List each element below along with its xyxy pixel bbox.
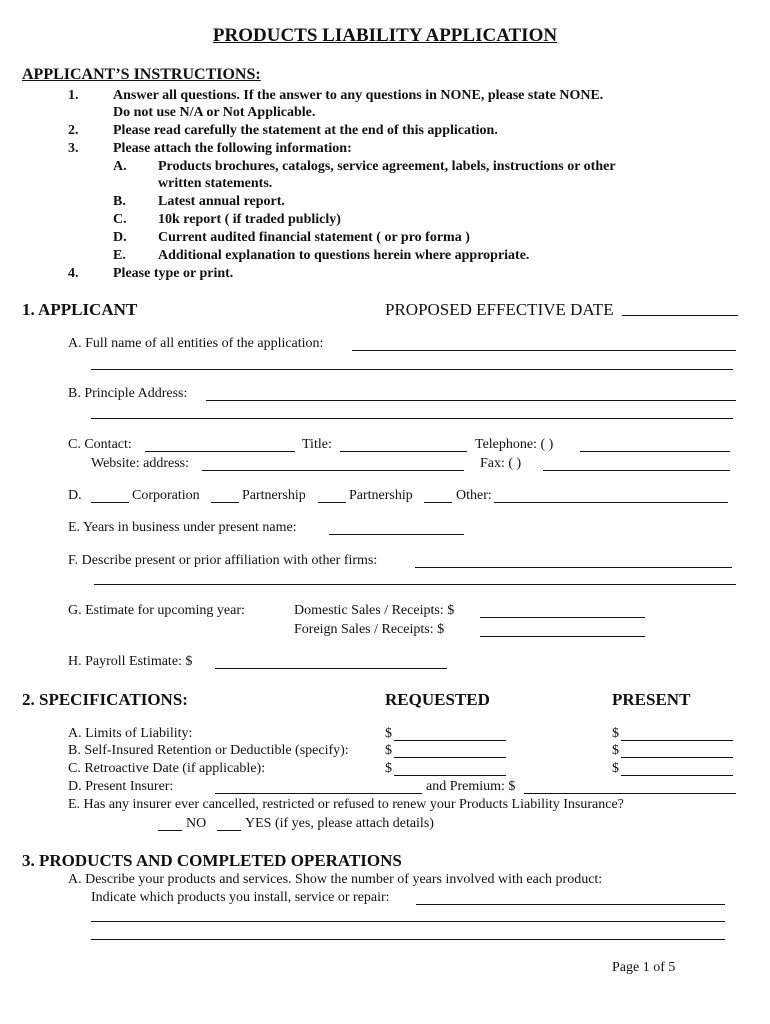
instruction-sub-text: Additional explanation to questions herein where appropriate. — [158, 248, 530, 263]
limits-of-liability-label: A. Limits of Liability: — [68, 726, 193, 741]
retention-present-field[interactable] — [621, 757, 733, 758]
instruction-text: Answer all questions. If the answer to any questions in NONE, please state NONE. — [113, 88, 604, 103]
requested-column-heading: REQUESTED — [385, 690, 490, 709]
instruction-sub-letter: E. — [113, 248, 126, 263]
partnership-label: Partnership — [242, 488, 306, 503]
payroll-estimate-field[interactable] — [215, 668, 447, 669]
instruction-sub-text: Latest annual report. — [158, 194, 285, 209]
partnership2-checkbox-line[interactable] — [318, 502, 346, 503]
other-label: Other: — [456, 488, 492, 503]
corporation-label: Corporation — [132, 488, 200, 503]
domestic-sales-field[interactable] — [480, 617, 645, 618]
domestic-sales-label: Domestic Sales / Receipts: $ — [294, 603, 455, 618]
corporation-checkbox-line[interactable] — [91, 502, 129, 503]
present-insurer-label: D. Present Insurer: — [68, 779, 174, 794]
cancelled-question-label: E. Has any insurer ever cancelled, restricted or refused to renew your Products Liability Insurance? — [68, 797, 624, 812]
estimate-label: G. Estimate for upcoming year: — [68, 603, 245, 618]
yes-label: YES (if yes, please attach details) — [245, 816, 434, 831]
dollar-sign: $ — [385, 743, 392, 758]
telephone-label: Telephone: ( ) — [475, 437, 554, 452]
title-label: Title: — [302, 437, 332, 452]
partnership-checkbox-line[interactable] — [211, 502, 239, 503]
instruction-sub-letter: C. — [113, 212, 127, 227]
website-label: Website: address: — [91, 456, 190, 471]
premium-label: and Premium: $ — [426, 779, 516, 794]
years-in-business-field[interactable] — [329, 534, 464, 535]
payroll-estimate-label: H. Payroll Estimate: $ — [68, 654, 193, 669]
contact-field[interactable] — [145, 451, 295, 452]
no-checkbox-line[interactable] — [158, 830, 182, 831]
principle-address-field-line2[interactable] — [91, 418, 733, 419]
principle-address-field[interactable] — [206, 400, 736, 401]
foreign-sales-field[interactable] — [480, 636, 645, 637]
instruction-sub-letter: A. — [113, 159, 127, 174]
instruction-sub-text: Products brochures, catalogs, service agreement, labels, instructions or other — [158, 159, 616, 174]
title-field[interactable] — [340, 451, 467, 452]
full-name-label: A. Full name of all entities of the application: — [68, 336, 324, 351]
contact-label: C. Contact: — [68, 437, 132, 452]
fax-label: Fax: ( ) — [480, 456, 522, 471]
instruction-text: Please attach the following information: — [113, 141, 352, 156]
instruction-number: 4. — [68, 266, 79, 281]
dollar-sign: $ — [612, 726, 619, 741]
instruction-text: Do not use N/A or Not Applicable. — [113, 105, 316, 120]
yes-checkbox-line[interactable] — [217, 830, 241, 831]
instructions-heading: APPLICANT’S INSTRUCTIONS: — [22, 66, 261, 83]
no-label: NO — [186, 816, 207, 831]
proposed-effective-date-label: PROPOSED EFFECTIVE DATE — [385, 300, 614, 319]
dollar-sign: $ — [385, 761, 392, 776]
full-name-field[interactable] — [352, 350, 736, 351]
retention-requested-field[interactable] — [394, 757, 506, 758]
dollar-sign: $ — [612, 743, 619, 758]
retroactive-present-field[interactable] — [621, 775, 733, 776]
other-checkbox-line[interactable] — [424, 502, 452, 503]
install-service-field-line2[interactable] — [91, 921, 725, 922]
install-service-field[interactable] — [416, 904, 725, 905]
instruction-text: Please type or print. — [113, 266, 234, 281]
section-products-heading: 3. PRODUCTS AND COMPLETED OPERATIONS — [22, 851, 402, 870]
limits-requested-field[interactable] — [394, 740, 506, 741]
affiliation-label: F. Describe present or prior affiliation with other firms: — [68, 553, 378, 568]
website-field[interactable] — [202, 470, 464, 471]
instruction-number: 2. — [68, 123, 79, 138]
retroactive-date-label: C. Retroactive Date (if applicable): — [68, 761, 266, 776]
install-service-label: Indicate which products you install, service or repair: — [91, 890, 390, 905]
principle-address-label: B. Principle Address: — [68, 386, 188, 401]
instruction-sub-text: written statements. — [158, 176, 273, 191]
instruction-number: 3. — [68, 141, 79, 156]
limits-present-field[interactable] — [621, 740, 733, 741]
dollar-sign: $ — [612, 761, 619, 776]
instruction-sub-letter: D. — [113, 230, 127, 245]
dollar-sign: $ — [385, 726, 392, 741]
partnership2-label: Partnership — [349, 488, 413, 503]
describe-products-label: A. Describe your products and services. Show the number of years involved with each product: — [68, 872, 603, 887]
section-specifications-heading: 2. SPECIFICATIONS: — [22, 690, 188, 709]
present-insurer-field[interactable] — [215, 793, 422, 794]
premium-field[interactable] — [524, 793, 736, 794]
section-applicant-heading: 1. APPLICANT — [22, 300, 138, 319]
other-field[interactable] — [494, 502, 728, 503]
full-name-field-line2[interactable] — [91, 369, 733, 370]
entity-type-label: D. — [68, 488, 82, 503]
instruction-sub-text: Current audited financial statement ( or pro forma ) — [158, 230, 470, 245]
retention-label: B. Self-Insured Retention or Deductible (specify): — [68, 743, 349, 758]
foreign-sales-label: Foreign Sales / Receipts: $ — [294, 622, 445, 637]
instruction-number: 1. — [68, 88, 79, 103]
fax-field[interactable] — [543, 470, 730, 471]
years-in-business-label: E. Years in business under present name: — [68, 520, 297, 535]
instruction-sub-text: 10k report ( if traded publicly) — [158, 212, 341, 227]
install-service-field-line3[interactable] — [91, 939, 725, 940]
affiliation-field-line2[interactable] — [94, 584, 736, 585]
retroactive-requested-field[interactable] — [394, 775, 506, 776]
proposed-effective-date-field[interactable] — [622, 315, 738, 316]
instruction-sub-letter: B. — [113, 194, 126, 209]
page-number: Page 1 of 5 — [612, 960, 676, 975]
telephone-field[interactable] — [580, 451, 730, 452]
present-column-heading: PRESENT — [612, 690, 691, 709]
affiliation-field[interactable] — [415, 567, 732, 568]
instruction-text: Please read carefully the statement at the end of this application. — [113, 123, 498, 138]
page-title: PRODUCTS LIABILITY APPLICATION — [212, 25, 558, 46]
